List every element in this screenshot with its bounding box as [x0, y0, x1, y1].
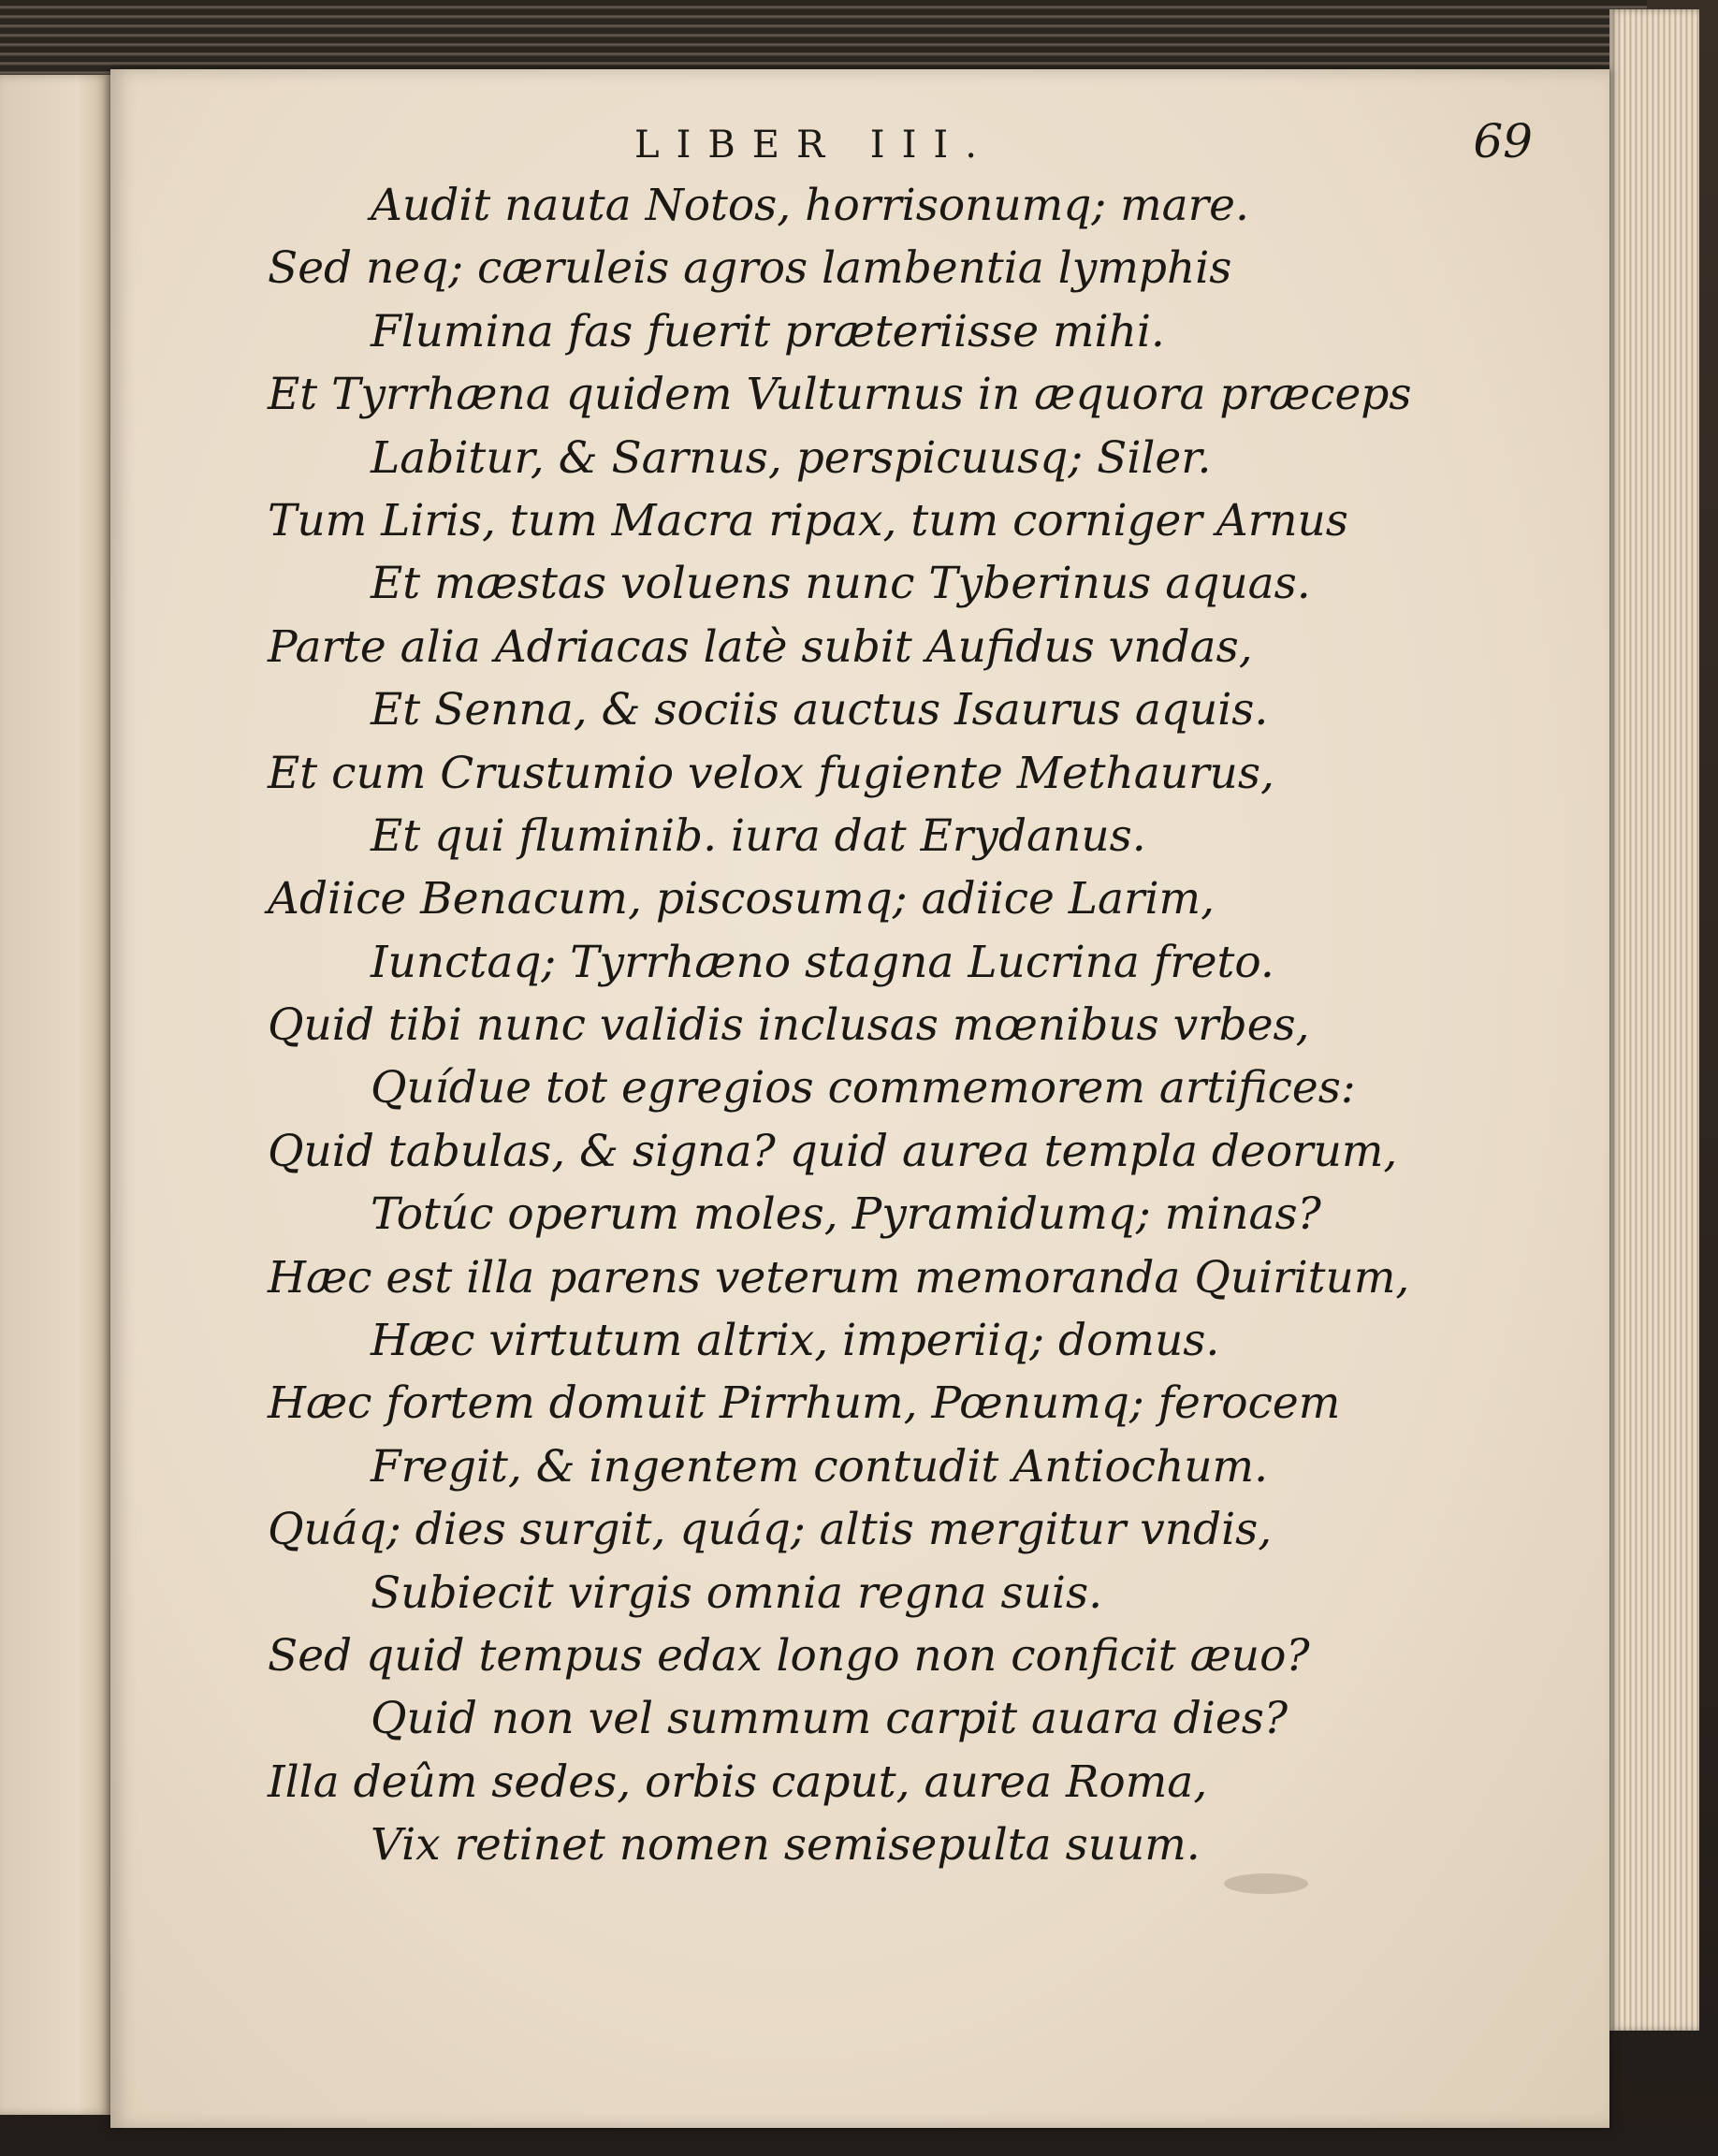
- verse-line: Et qui fluminib. iura dat Erydanus.: [371, 809, 1146, 862]
- verse-line: Hæc est illa parens veterum memoranda Quiritum,: [268, 1251, 1410, 1304]
- verse-line: Tum Liris, tum Macra ripax, tum corniger Arnus: [268, 494, 1348, 546]
- verse-line: Sed neq; cæruleis agros lambentia lymphis: [268, 242, 1232, 295]
- verse-line: Vix retinet nomen semisepulta suum.: [371, 1819, 1201, 1872]
- verse-line: Hæc fortem domuit Pirrhum, Pœnumq; ferocem: [268, 1377, 1341, 1430]
- left-facing-page: [0, 75, 110, 2115]
- top-page-edges: [0, 0, 1647, 75]
- verse-line: Flumina fas fuerit prӕteriisse mihi.: [371, 305, 1165, 357]
- running-head: LIBER III.: [634, 124, 994, 167]
- verse-line: Sed quid tempus edax longo non conficit æuo?: [268, 1629, 1310, 1682]
- verse-line: Quáq; dies surgit, quáq; altis mergitur vndis,: [268, 1504, 1273, 1556]
- verse-line: Et mæstas voluens nunc Tyberinus aquas.: [371, 558, 1311, 610]
- verse-line: Quid non vel summum carpit auara dies?: [371, 1693, 1288, 1745]
- verse-line: Quid tibi nunc validis inclusas mœnibus vrbes,: [268, 999, 1310, 1052]
- book-page: [110, 69, 1609, 2128]
- verse-line: Illa deûm sedes, orbis caput, aurea Roma,: [268, 1755, 1208, 1808]
- verse-line: Et cum Crustumio velox fugiente Methaurus,: [268, 747, 1274, 799]
- paper-stain: [1224, 1873, 1308, 1894]
- verse-line: Audit nauta Notos, horrisonumq; mare.: [371, 180, 1249, 231]
- page-number: 69: [1473, 114, 1533, 168]
- verse-line: Et Senna, & sociis auctus Isaurus aquis.: [371, 684, 1269, 736]
- verse-line: Quídue tot egregios commemorem artifices:: [371, 1062, 1356, 1114]
- verse-line: Quid tabulas, & signa? quid aurea templa deorum,: [268, 1125, 1398, 1177]
- verse-line: Labitur, & Sarnus, perspicuusq; Siler.: [371, 431, 1212, 484]
- verse-line: Parte alia Adriacas latè subit Aufidus vndas,: [268, 620, 1253, 673]
- page-header: [634, 114, 1533, 180]
- verse-line: Totúc operum moles, Pyramidumq; minas?: [371, 1188, 1321, 1241]
- verse-line: Hæc virtutum altrix, imperiiq; domus.: [371, 1315, 1220, 1367]
- verse-block: [110, 174, 1609, 1877]
- verse-line: Subiecit virgis omnia regna suis.: [371, 1566, 1103, 1619]
- verse-line: Fregit, & ingentem contudit Antiochum.: [371, 1440, 1269, 1493]
- verse-line: Iunctaq; Tyrrhæno stagna Lucrina freto.: [371, 936, 1274, 988]
- right-page-edges: [1609, 9, 1699, 2031]
- verse-line: Et Tyrrhæna quidem Vulturnus in æquora præceps: [268, 369, 1412, 421]
- verse-line: Adiice Benacum, piscosumq; adiice Larim,: [268, 873, 1216, 925]
